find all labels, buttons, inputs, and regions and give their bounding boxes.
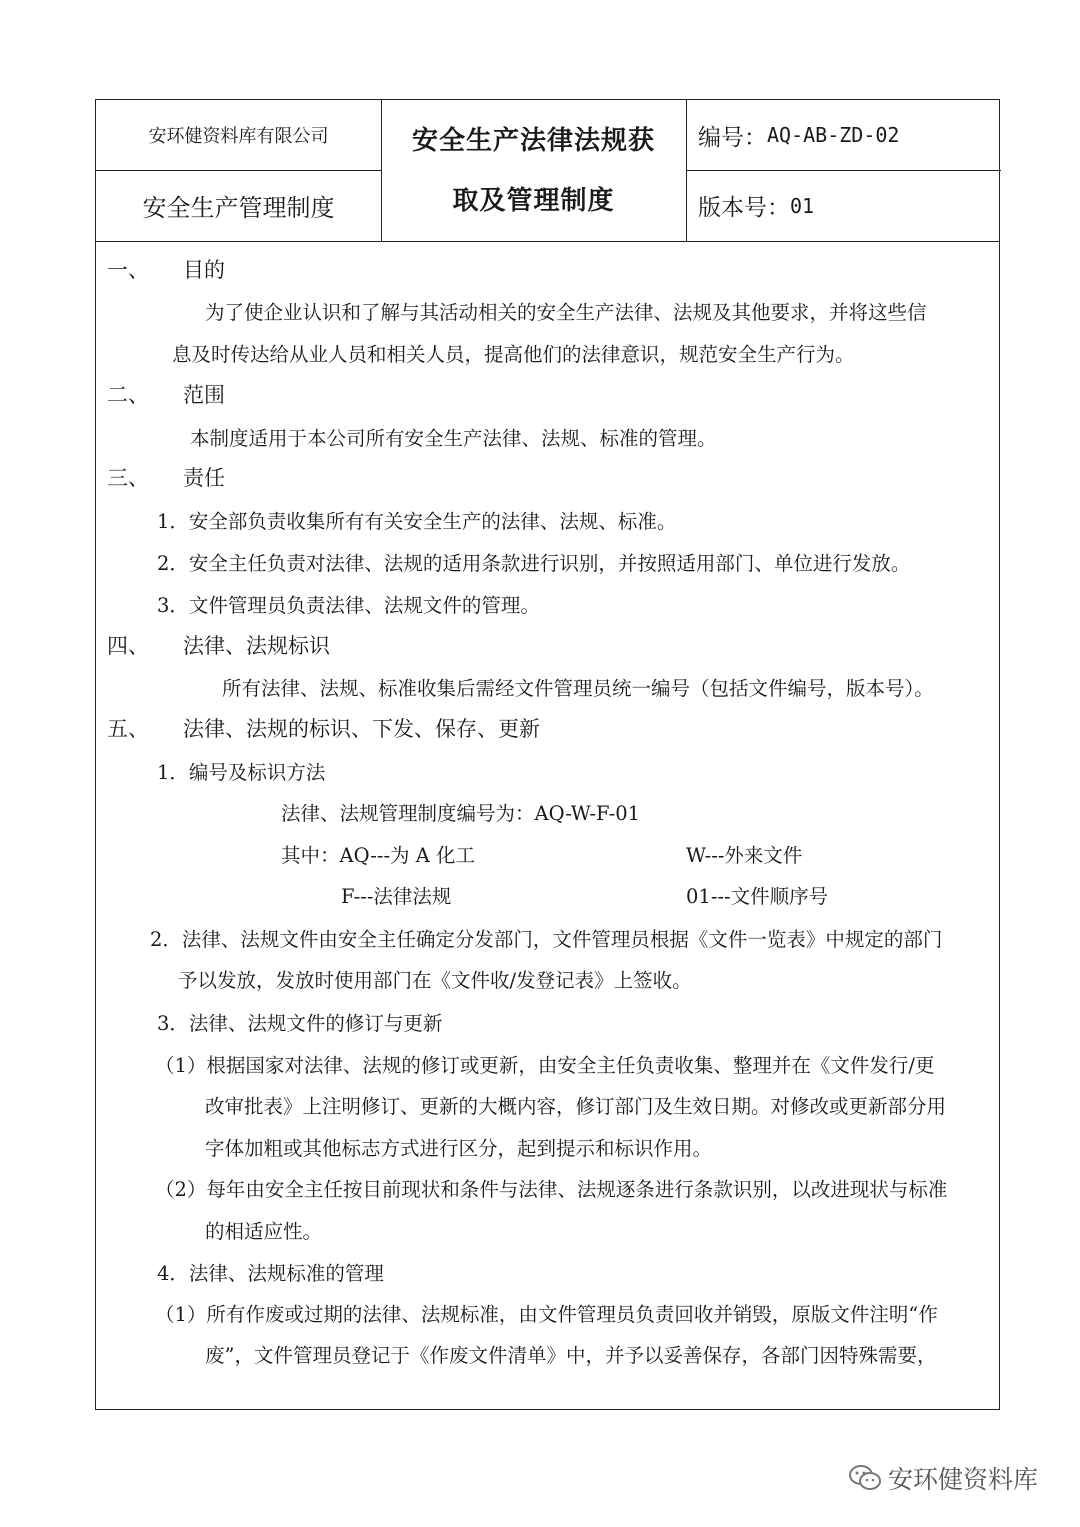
document-code xyxy=(686,100,1001,170)
section-heading: 法律、法规的标识、下发、保存、更新 xyxy=(183,717,540,741)
code-rule: 01---文件顺序号 xyxy=(686,885,829,908)
paragraph-line: 息及时传达给从业人员和相关人员，提高他们的法律意识，规范安全生产行为。 xyxy=(172,343,855,366)
section-number: 一、 xyxy=(107,258,149,282)
paragraph-line: 本制度适用于本公司所有安全生产法律、法规、标准的管理。 xyxy=(190,427,717,450)
code-rule: W---外来文件 xyxy=(686,844,803,867)
list-item: 1．编号及标识方法 xyxy=(157,761,326,784)
document-version xyxy=(686,170,1001,241)
section-number: 五、 xyxy=(107,717,149,741)
title-line-1: 安全生产法律法规获 xyxy=(411,125,655,156)
section-heading: 责任 xyxy=(183,466,225,490)
list-item: 废”，文件管理员登记于《作废文件清单》中，并予以妥善保存，各部门因特殊需要， xyxy=(205,1344,937,1367)
paragraph-line: 所有法律、法规、标准收集后需经文件管理员统一编号（包括文件编号，版本号）。 xyxy=(222,677,934,700)
version-label: 版本号： xyxy=(698,195,790,221)
section-heading: 目的 xyxy=(183,258,225,282)
list-item: 3．文件管理员负责法律、法规文件的管理。 xyxy=(157,594,540,617)
code-rule: 法律、法规管理制度编号为：AQ-W-F-01 xyxy=(281,802,641,825)
code-rule: F---法律法规 xyxy=(341,885,452,908)
list-item: （1）所有作废或过期的法律、法规标准，由文件管理员负责回收并销毁，原版文件注明“作 xyxy=(155,1303,938,1326)
system-name: 安全生产管理制度 xyxy=(142,194,335,222)
document-title xyxy=(381,100,686,241)
paragraph-line: 为了使企业认识和了解与其活动相关的安全生产法律、法规及其他要求，并将这些信 xyxy=(205,301,927,324)
code-value: AQ-AB-ZD-02 xyxy=(767,123,900,147)
list-item: 2．安全主任负责对法律、法规的适用条款进行识别，并按照适用部门、单位进行发放。 xyxy=(157,552,911,575)
section-heading: 范围 xyxy=(183,383,225,407)
list-item: （2）每年由安全主任按目前现状和条件与法律、法规逐条进行条款识别，以改进现状与标准 xyxy=(155,1178,948,1201)
section-number: 二、 xyxy=(107,383,149,407)
code-label: 编号： xyxy=(698,124,767,151)
list-item: 改审批表》上注明修订、更新的大概内容，修订部门及生效日期。对修改或更新部分用 xyxy=(205,1095,947,1118)
wechat-icon xyxy=(848,1463,882,1493)
list-item: 予以发放，发放时使用部门在《文件收/发登记表》上签收。 xyxy=(178,969,692,992)
section-number: 三、 xyxy=(107,466,149,490)
title-line-2: 取及管理制度 xyxy=(452,185,615,216)
document-frame xyxy=(95,99,1000,1410)
list-item: 4．法律、法规标准的管理 xyxy=(157,1262,384,1285)
list-item: （1）根据国家对法律、法规的修订或更新，由安全主任负责收集、整理并在《文件发行/更 xyxy=(155,1054,935,1077)
watermark xyxy=(848,1460,1038,1496)
list-item: 3．法律、法规文件的修订与更新 xyxy=(157,1012,443,1035)
watermark-text: 安环健资料库 xyxy=(888,1465,1039,1494)
version-value: 01 xyxy=(790,193,815,218)
list-item: 的相适应性。 xyxy=(205,1220,323,1243)
document-header xyxy=(96,100,999,242)
list-item: 2．法律、法规文件由安全主任确定分发部门，文件管理员根据《文件一览表》中规定的部门 xyxy=(150,928,943,951)
section-number: 四、 xyxy=(107,634,149,658)
list-item: 1．安全部负责收集所有有关安全生产的法律、法规、标准。 xyxy=(157,510,677,533)
section-heading: 法律、法规标识 xyxy=(183,634,330,658)
company-name: 安环健资料库有限公司 xyxy=(148,126,329,147)
code-rule: 其中：AQ---为 A 化工 xyxy=(281,844,476,867)
list-item: 字体加粗或其他标志方式进行区分，起到提示和标识作用。 xyxy=(205,1137,713,1160)
